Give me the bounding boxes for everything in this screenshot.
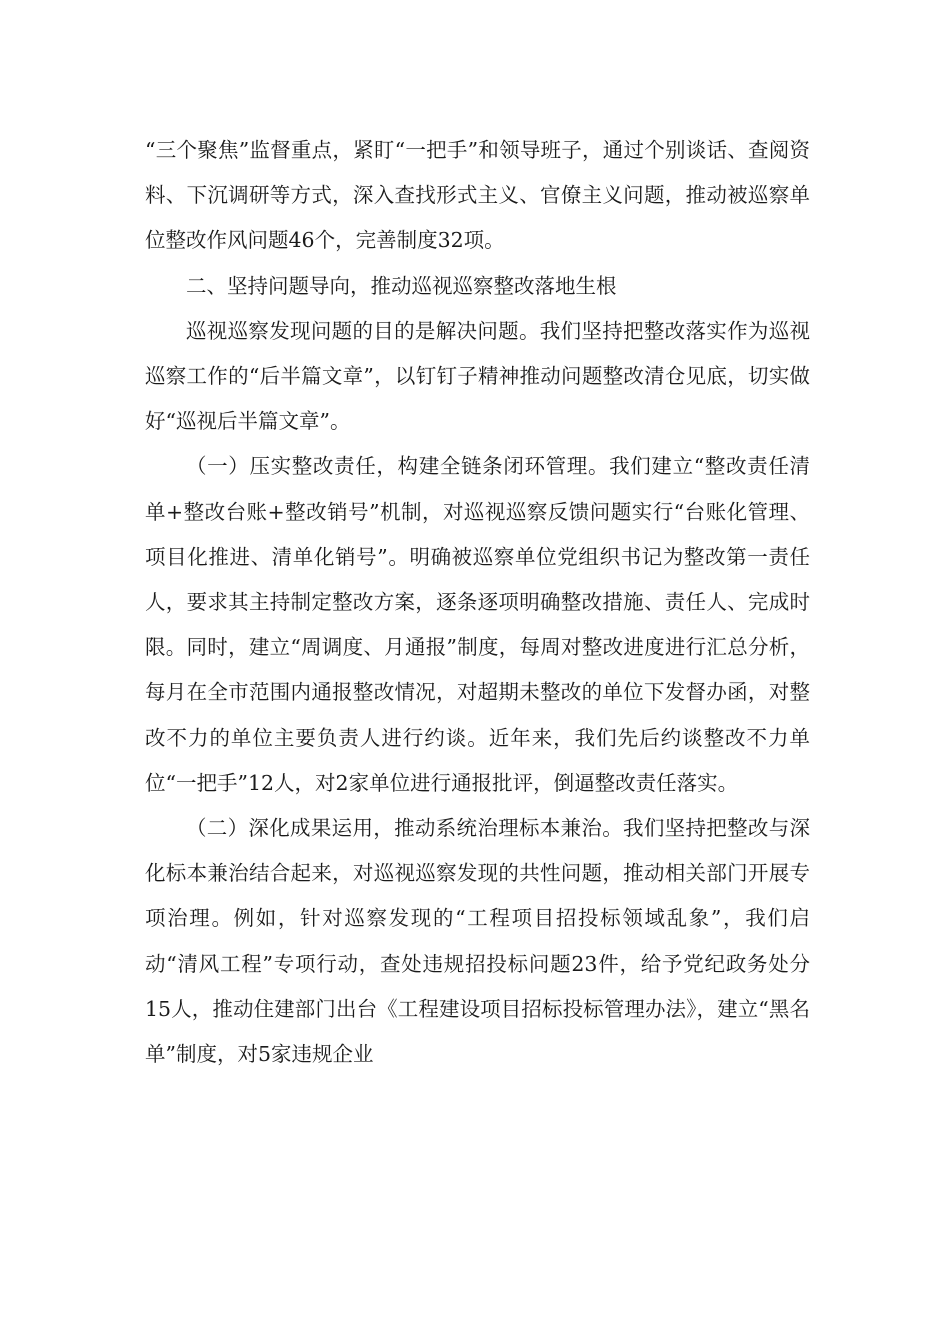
paragraph-item-2: （二）深化成果运用，推动系统治理标本兼治。我们坚持把整改与深化标本兼治结合起来，对巡视巡察发现的共性问题，推动相关部门开展专项治理。例如，针对巡察发现的“工程项目招投标领域乱象”，我们启动“清风工程”专项行动，查处违规招投标问题23件，给予党纪政务处分15人，推动住建部门出台《工程建设项目招标投标管理办法》，建立“黑名单”制度，对5家违规企业 [145,816,810,1067]
section-heading: 二、坚持问题导向，推动巡视巡察整改落地生根 [186,273,617,298]
paragraph-intro: 巡视巡察发现问题的目的是解决问题。我们坚持把整改落实作为巡视巡察工作的“后半篇文章”，以钉钉子精神推动问题整改清仓见底，切实做好“巡视后半篇文章”。 [145,318,810,434]
document-body [145,128,810,1077]
paragraph-continuation: “三个聚焦”监督重点，紧盯“一把手”和领导班子，通过个别谈话、查阅资料、下沉调研等方式，深入查找形式主义、官僚主义问题，推动被巡察单位整改作风问题46个，完善制度32项。 [145,138,810,253]
paragraph-item-1: （一）压实整改责任，构建全链条闭环管理。我们建立“整改责任清单+整改台账+整改销号”机制，对巡视巡察反馈问题实行“台账化管理、项目化推进、清单化销号”。明确被巡察单位党组织书记为整改第一责任人，要求其主持制定整改方案，逐条逐项明确整改措施、责任人、完成时限。同时，建立“周调度、月通报”制度，每周对整改进度进行汇总分析，每月在全市范围内通报整改情况，对超期未整改的单位下发督办函，对整改不力的单位主要负责人进行约谈。近年来，我们先后约谈整改不力单位“一把手”12人，对2家单位进行通报批评，倒逼整改责任落实。 [145,454,810,795]
